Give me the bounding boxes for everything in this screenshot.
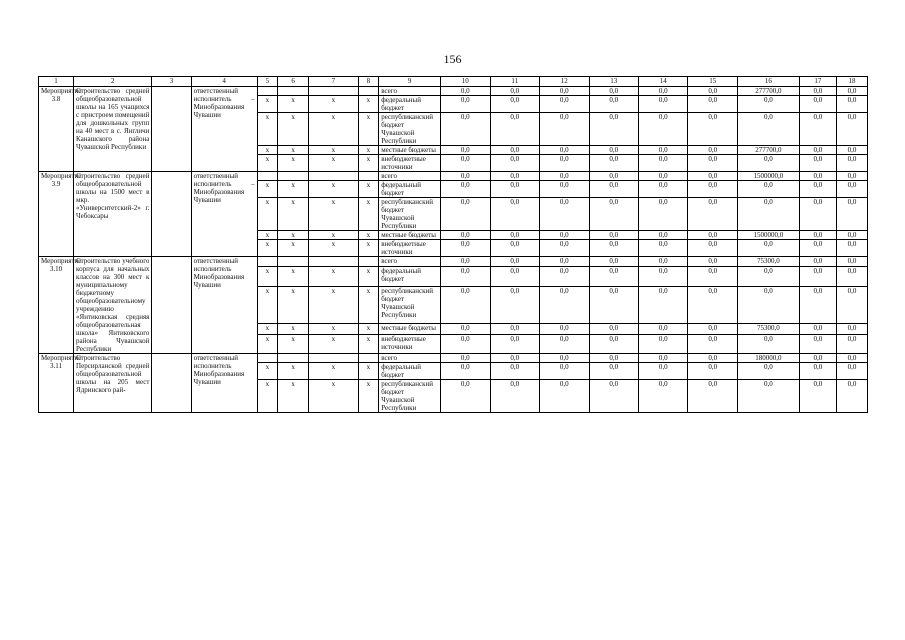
value-cell: 0,0 [589,155,638,172]
value-cell: 0,0 [638,257,687,267]
funding-source: всего [379,354,441,363]
value-cell: 0,0 [688,267,737,286]
value-cell: 0,0 [737,334,799,353]
value-cell: 0,0 [490,155,539,172]
value-cell: 0,0 [799,113,836,146]
code-cell [257,87,278,96]
column-number-3: 3 [152,77,191,87]
value-cell: 0,0 [441,363,490,380]
value-cell: 0,0 [836,363,867,380]
value-cell: 0,0 [799,286,836,324]
code-cell [309,87,358,96]
value-cell: 0,0 [441,231,490,240]
value-cell: 0,0 [540,354,589,363]
value-cell: 0,0 [441,87,490,96]
code-cell: x [358,198,379,231]
code-cell: x [257,240,278,257]
code-cell: x [358,334,379,353]
code-cell: x [358,113,379,146]
value-cell: 0,0 [836,231,867,240]
code-cell: x [358,363,379,380]
code-cell: x [309,96,358,113]
funding-source: республиканский бюджет Чувашской Республики [379,113,441,146]
funding-source: внебюджетные источники [379,334,441,353]
column-number-18: 18 [836,77,867,87]
code-cell: x [358,96,379,113]
value-cell: 0,0 [799,267,836,286]
code-cell [358,354,379,363]
value-cell: 0,0 [799,363,836,380]
value-cell: 277700,0 [737,146,799,155]
value-cell: 0,0 [638,87,687,96]
value-cell: 0,0 [589,324,638,334]
code-cell: x [257,380,278,413]
column-number-9: 9 [379,77,441,87]
funding-source: республиканский бюджет Чувашской Республики [379,380,441,413]
value-cell: 0,0 [638,181,687,198]
value-cell: 0,0 [688,354,737,363]
value-cell: 0,0 [540,380,589,413]
value-cell: 0,0 [799,146,836,155]
code-cell: x [309,267,358,286]
funding-source: федеральный бюджет [379,181,441,198]
code-cell: x [309,113,358,146]
value-cell: 0,0 [490,198,539,231]
value-cell: 0,0 [589,380,638,413]
value-cell: 0,0 [441,172,490,181]
value-cell: 0,0 [836,155,867,172]
value-cell: 0,0 [490,286,539,324]
value-cell: 0,0 [540,181,589,198]
object-cell: Строительство Персирланской средней общеобразовательной школы на 205 мест Ядринского рай- [74,354,152,413]
code-cell: x [278,113,309,146]
code-cell [309,354,358,363]
funding-source: местные бюджеты [379,231,441,240]
value-cell: 0,0 [836,257,867,267]
column-number-1: 1 [39,77,74,87]
funding-source: внебюджетные источники [379,240,441,257]
value-cell: 0,0 [638,267,687,286]
value-cell: 0,0 [638,96,687,113]
value-cell: 0,0 [836,324,867,334]
code-cell: x [278,198,309,231]
value-cell: 0,0 [490,267,539,286]
column-number-5: 5 [257,77,278,87]
value-cell: 0,0 [490,354,539,363]
value-cell: 0,0 [638,324,687,334]
value-cell: 0,0 [441,354,490,363]
value-cell: 0,0 [836,354,867,363]
code-cell: x [278,286,309,324]
value-cell: 0,0 [589,231,638,240]
value-cell: 0,0 [490,334,539,353]
value-cell: 0,0 [540,286,589,324]
value-cell: 0,0 [799,380,836,413]
value-cell: 0,0 [688,113,737,146]
empty-cell [152,354,191,413]
funding-source: федеральный бюджет [379,96,441,113]
value-cell: 0,0 [441,267,490,286]
value-cell: 0,0 [490,96,539,113]
value-cell: 0,0 [589,240,638,257]
value-cell: 180000,0 [737,354,799,363]
value-cell: 0,0 [490,257,539,267]
code-cell: x [358,240,379,257]
value-cell: 0,0 [836,172,867,181]
value-cell: 0,0 [799,231,836,240]
value-cell: 0,0 [540,324,589,334]
value-cell: 0,0 [836,146,867,155]
code-cell [257,257,278,267]
code-cell: x [278,380,309,413]
code-cell: x [309,334,358,353]
value-cell: 0,0 [589,146,638,155]
funding-source: республиканский бюджет Чувашской Республики [379,286,441,324]
responsible-cell: ответственный исполнитель Минобразования Чувашии [191,354,257,413]
value-cell: 0,0 [688,87,737,96]
value-cell: 0,0 [638,354,687,363]
value-cell: 0,0 [490,231,539,240]
value-cell: 0,0 [799,198,836,231]
value-cell: 0,0 [589,334,638,353]
responsible-cell: ответственный исполнитель Минобразования Чувашии [191,257,257,354]
value-cell: 0,0 [441,146,490,155]
value-cell: 0,0 [589,267,638,286]
column-number-11: 11 [490,77,539,87]
code-cell: x [278,155,309,172]
code-cell: x [309,155,358,172]
value-cell: 0,0 [540,96,589,113]
code-cell [358,257,379,267]
value-cell: 0,0 [737,181,799,198]
responsible-cell: ответственный исполнитель – Минобразования Чувашии [191,172,257,257]
value-cell: 0,0 [589,363,638,380]
value-cell: 0,0 [638,198,687,231]
value-cell: 0,0 [540,267,589,286]
code-cell: x [358,380,379,413]
value-cell: 0,0 [688,146,737,155]
value-cell: 0,0 [638,363,687,380]
value-cell: 0,0 [638,380,687,413]
column-number-2: 2 [74,77,152,87]
measure-cell: Мероприятие 3.11 [39,354,74,413]
value-cell: 0,0 [490,363,539,380]
value-cell: 0,0 [737,113,799,146]
table-body [39,87,868,413]
value-cell: 0,0 [490,87,539,96]
code-cell [309,257,358,267]
code-cell: x [257,113,278,146]
funding-source: республиканский бюджет Чувашской Республики [379,198,441,231]
funding-source: всего [379,87,441,96]
value-cell: 0,0 [589,181,638,198]
value-cell: 0,0 [638,146,687,155]
code-cell: x [358,267,379,286]
code-cell: x [257,286,278,324]
empty-cell [152,257,191,354]
object-cell: Строительство учебного корпуса для начальных классов на 300 мест к муниципальному бюджетному общеобразовательному учреждению «Янтиковская средняя общеобразовательная школа» Янтиковского района Чувашской Республики [74,257,152,354]
value-cell: 0,0 [799,155,836,172]
value-cell: 0,0 [688,324,737,334]
code-cell [257,354,278,363]
value-cell: 0,0 [490,240,539,257]
value-cell: 0,0 [688,172,737,181]
value-cell: 0,0 [490,113,539,146]
value-cell: 0,0 [737,155,799,172]
code-cell: x [257,198,278,231]
value-cell: 0,0 [799,96,836,113]
code-cell: x [309,198,358,231]
code-cell: x [309,380,358,413]
code-cell: x [278,324,309,334]
code-cell: x [257,231,278,240]
value-cell: 0,0 [836,113,867,146]
value-cell: 0,0 [799,172,836,181]
measure-cell: Мероприятие 3.10 [39,257,74,354]
value-cell: 0,0 [441,198,490,231]
value-cell: 1500000,0 [737,172,799,181]
table-row [39,257,868,267]
value-cell: 0,0 [688,286,737,324]
code-cell: x [358,155,379,172]
value-cell: 0,0 [441,181,490,198]
value-cell: 0,0 [638,231,687,240]
value-cell: 0,0 [737,198,799,231]
value-cell: 0,0 [589,198,638,231]
value-cell: 0,0 [688,231,737,240]
value-cell: 0,0 [688,155,737,172]
code-cell: x [278,146,309,155]
code-cell: x [309,146,358,155]
value-cell: 0,0 [441,155,490,172]
funding-source: местные бюджеты [379,146,441,155]
value-cell: 0,0 [638,334,687,353]
code-cell: x [309,324,358,334]
code-cell: x [257,181,278,198]
code-cell [278,87,309,96]
value-cell: 0,0 [836,87,867,96]
code-cell [278,172,309,181]
table-row [39,172,868,181]
value-cell: 0,0 [589,354,638,363]
value-cell: 0,0 [589,113,638,146]
code-cell [358,87,379,96]
code-cell: x [257,146,278,155]
code-cell: x [358,231,379,240]
funding-source: всего [379,172,441,181]
value-cell: 0,0 [638,172,687,181]
column-number-13: 13 [589,77,638,87]
code-cell: x [278,231,309,240]
code-cell: x [358,146,379,155]
code-cell: x [358,324,379,334]
value-cell: 0,0 [490,146,539,155]
value-cell: 75300,0 [737,257,799,267]
value-cell: 0,0 [589,96,638,113]
value-cell: 0,0 [836,96,867,113]
value-cell: 0,0 [638,286,687,324]
column-number-14: 14 [638,77,687,87]
code-cell: x [278,181,309,198]
value-cell: 0,0 [799,354,836,363]
page-number: 156 [443,52,462,66]
column-number-10: 10 [441,77,490,87]
funding-source: федеральный бюджет [379,267,441,286]
code-cell: x [309,240,358,257]
value-cell: 0,0 [799,334,836,353]
value-cell: 277700,0 [737,87,799,96]
empty-cell [152,87,191,172]
responsible-cell: ответственный исполнитель – Минобразования Чувашии [191,87,257,172]
value-cell: 0,0 [540,172,589,181]
value-cell: 0,0 [836,181,867,198]
code-cell: x [309,286,358,324]
code-cell: x [278,96,309,113]
column-number-12: 12 [540,77,589,87]
funding-source: всего [379,257,441,267]
value-cell: 0,0 [490,181,539,198]
value-cell: 0,0 [441,96,490,113]
value-cell: 0,0 [737,240,799,257]
code-cell [257,172,278,181]
code-cell: x [278,334,309,353]
code-cell: x [257,324,278,334]
code-cell: x [257,96,278,113]
value-cell: 0,0 [441,334,490,353]
value-cell: 0,0 [540,87,589,96]
value-cell: 0,0 [799,257,836,267]
object-cell: Строительство средней общеобразовательной школы на 165 учащихся с пристроем помещений для дошкольных групп на 40 мест в с. Янгличи Канашского района Чувашской Республики [74,87,152,172]
funding-source: внебюджетные источники [379,155,441,172]
value-cell: 0,0 [737,380,799,413]
code-cell [278,257,309,267]
value-cell: 0,0 [540,146,589,155]
value-cell: 0,0 [836,240,867,257]
value-cell: 0,0 [688,181,737,198]
value-cell: 0,0 [836,198,867,231]
code-cell: x [257,334,278,353]
value-cell: 0,0 [799,87,836,96]
value-cell: 0,0 [799,181,836,198]
value-cell: 0,0 [737,267,799,286]
column-number-6: 6 [278,77,309,87]
funding-source: федеральный бюджет [379,363,441,380]
value-cell: 1500000,0 [737,231,799,240]
value-cell: 0,0 [490,380,539,413]
column-number-17: 17 [799,77,836,87]
column-number-8: 8 [358,77,379,87]
funding-source: местные бюджеты [379,324,441,334]
code-cell: x [309,231,358,240]
column-number-7: 7 [309,77,358,87]
value-cell: 0,0 [441,324,490,334]
column-number-4: 4 [191,77,257,87]
table-row [39,354,868,363]
value-cell: 0,0 [638,155,687,172]
code-cell: x [278,363,309,380]
value-cell: 0,0 [540,240,589,257]
code-cell: x [257,267,278,286]
value-cell: 0,0 [688,96,737,113]
value-cell: 0,0 [638,113,687,146]
value-cell: 0,0 [688,257,737,267]
column-number-16: 16 [737,77,799,87]
value-cell: 0,0 [540,334,589,353]
value-cell: 0,0 [490,324,539,334]
code-cell: x [257,363,278,380]
column-number-row [39,77,868,87]
value-cell: 0,0 [836,380,867,413]
code-cell: x [309,181,358,198]
value-cell: 0,0 [589,257,638,267]
code-cell: x [257,155,278,172]
value-cell: 0,0 [441,380,490,413]
measure-cell: Мероприятие 3.9 [39,172,74,257]
value-cell: 0,0 [737,363,799,380]
code-cell [309,172,358,181]
value-cell: 0,0 [688,363,737,380]
value-cell: 0,0 [688,198,737,231]
empty-cell [152,172,191,257]
value-cell: 0,0 [799,240,836,257]
code-cell: x [358,181,379,198]
measure-cell: Мероприятие 3.8 [39,87,74,172]
code-cell: x [358,286,379,324]
value-cell: 0,0 [589,286,638,324]
value-cell: 0,0 [836,267,867,286]
value-cell: 0,0 [688,240,737,257]
value-cell: 0,0 [540,363,589,380]
code-cell: x [278,240,309,257]
value-cell: 0,0 [638,240,687,257]
code-cell [278,354,309,363]
value-cell: 75300,0 [737,324,799,334]
program-table [38,76,868,413]
object-cell: Строительство средней общеобразовательной школы на 1500 мест в мкр. «Университетский-2» г. Чебоксары [74,172,152,257]
value-cell: 0,0 [737,286,799,324]
value-cell: 0,0 [688,334,737,353]
value-cell: 0,0 [540,113,589,146]
code-cell: x [278,267,309,286]
value-cell: 0,0 [490,172,539,181]
value-cell: 0,0 [836,334,867,353]
code-cell: x [309,363,358,380]
value-cell: 0,0 [540,257,589,267]
value-cell: 0,0 [441,286,490,324]
value-cell: 0,0 [441,113,490,146]
value-cell: 0,0 [540,198,589,231]
value-cell: 0,0 [540,155,589,172]
value-cell: 0,0 [441,257,490,267]
value-cell: 0,0 [799,324,836,334]
value-cell: 0,0 [688,380,737,413]
value-cell: 0,0 [589,172,638,181]
column-number-15: 15 [688,77,737,87]
value-cell: 0,0 [737,96,799,113]
value-cell: 0,0 [540,231,589,240]
table-row [39,87,868,96]
code-cell [358,172,379,181]
value-cell: 0,0 [441,240,490,257]
value-cell: 0,0 [836,286,867,324]
value-cell: 0,0 [589,87,638,96]
